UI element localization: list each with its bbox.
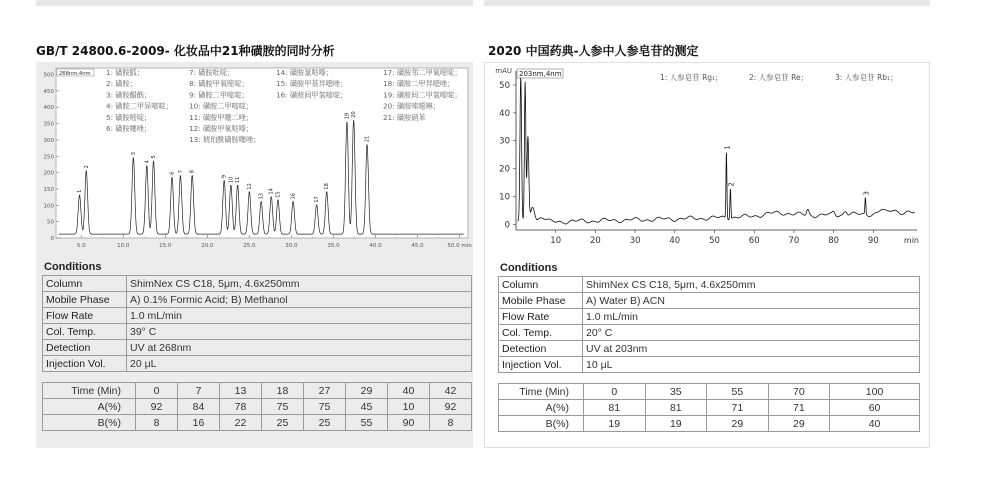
- gradient-header: Time (Min): [499, 384, 584, 400]
- x-tick-label: 35.0: [327, 243, 340, 249]
- gradient-cell: 19: [584, 416, 646, 432]
- gradient-cell: 40: [830, 416, 920, 432]
- peak-label: 11: [235, 176, 242, 184]
- y-tick-label: 0: [50, 236, 54, 242]
- legend-entry: 18: 磺胺二甲异噁唑；: [383, 79, 455, 89]
- gradient-header: A(%): [499, 400, 584, 416]
- top-strip-left: [36, 0, 473, 6]
- legend-entry: 7: 磺胺吡啶；: [189, 68, 235, 77]
- peak-label: 3: [130, 152, 137, 156]
- gradient-cell: 25: [262, 415, 304, 431]
- y-tick-label: 250: [43, 154, 54, 161]
- legend-entry: 4: 磺胺二甲异嘧啶；: [106, 101, 173, 111]
- y-tick-label: 350: [43, 121, 54, 128]
- legend-entry: 17: 磺胺邻二甲氧嘧啶；: [383, 68, 462, 77]
- gradient-cell: 78: [220, 399, 262, 415]
- condition-value: UV at 268nm: [127, 340, 472, 356]
- gradient-cell: 27: [304, 383, 346, 399]
- condition-value: 1.0 mL/min: [127, 308, 472, 324]
- y-tick-label: 20: [499, 164, 510, 175]
- x-tick-label: 10: [550, 236, 562, 246]
- x-tick-label: 40.0: [369, 243, 382, 249]
- legend-entry: 13: 琥珀酰磺胺噻唑；: [189, 135, 261, 145]
- x-tick-label: 20.0: [201, 243, 214, 249]
- gradient-cell: 42: [430, 383, 472, 399]
- gradient-cell: 100: [830, 384, 920, 400]
- gradient-cell: 18: [262, 383, 304, 399]
- legend-entry: 6: 磺胺噻唑；: [106, 124, 152, 133]
- condition-row: [43, 324, 472, 340]
- condition-key: Injection Vol.: [499, 357, 583, 373]
- gradient-header: A(%): [43, 399, 136, 415]
- y-tick-label: 500: [43, 72, 54, 79]
- gradient-cell: 0: [136, 383, 178, 399]
- condition-row: [43, 276, 472, 292]
- right-chart: [485, 63, 929, 253]
- legend-entry: 3: 人参皂苷 Rb₁；: [835, 73, 898, 82]
- legend-entry: 2: 人参皂苷 Re；: [749, 73, 809, 82]
- y-tick-label: 50: [499, 80, 510, 91]
- peak-label: 17: [314, 196, 321, 203]
- gradient-cell: 10: [388, 399, 430, 415]
- peak-label: 16: [290, 193, 297, 200]
- condition-key: Col. Temp.: [43, 324, 127, 340]
- condition-value: ShimNex CS C18, 5μm, 4.6x250mm: [127, 276, 472, 292]
- peak-label: 1: [723, 145, 732, 150]
- gradient-cell: 92: [430, 399, 472, 415]
- condition-key: Flow Rate: [499, 309, 583, 325]
- condition-key: Flow Rate: [43, 308, 127, 324]
- peak-label: 8: [189, 170, 196, 174]
- right-panel: [484, 62, 930, 448]
- condition-key: Mobile Phase: [499, 293, 583, 309]
- peak-label: 2: [83, 165, 90, 169]
- gradient-row-time: [43, 383, 472, 399]
- gradient-cell: 35: [645, 384, 707, 400]
- left-conditions-table: [42, 275, 472, 372]
- legend-entry: 20: 磺胺喹噁啉；: [383, 101, 440, 111]
- left-title: GB/T 24800.6-2009- 化妆品中21种磺胺的同时分析: [36, 44, 335, 58]
- legend-entry: 11: 磺胺甲噻二唑；: [189, 112, 254, 122]
- y-tick-label: 10: [499, 192, 510, 203]
- y-tick-label: 40: [499, 108, 510, 119]
- peak-label: 21: [364, 135, 371, 143]
- x-unit-label: min: [903, 236, 919, 245]
- condition-value: ShimNex CS C18, 5μm, 4.6x250mm: [583, 277, 920, 293]
- x-tick-label: 70: [788, 236, 800, 246]
- legend-entry: 12: 磺胺甲氧哒嗪；: [189, 124, 254, 133]
- condition-row: [43, 340, 472, 356]
- condition-value: 1.0 mL/min: [583, 309, 920, 325]
- right-chromatogram: [485, 63, 929, 253]
- x-tick-label: 10.0: [117, 243, 130, 249]
- peak-label: 10: [228, 176, 235, 184]
- peak-label: 14: [268, 188, 275, 195]
- y-unit-label: mAU: [495, 67, 512, 75]
- legend-entry: 2: 磺胺；: [106, 79, 137, 89]
- top-strip-right: [484, 0, 930, 6]
- gradient-row-a: [43, 399, 472, 415]
- peak-label: 12: [246, 183, 253, 190]
- gradient-cell: 60: [830, 400, 920, 416]
- gradient-cell: 45: [346, 399, 388, 415]
- left-chromatogram: [36, 62, 473, 252]
- right-title: 2020 中国药典-人参中人参皂苷的测定: [488, 44, 699, 58]
- gradient-cell: 29: [768, 416, 830, 432]
- gradient-header: Time (Min): [43, 383, 136, 399]
- legend-entry: 1: 人参皂苷 Rg₁；: [660, 73, 723, 82]
- condition-value: 20 μL: [127, 356, 472, 372]
- gradient-row-b: [499, 416, 920, 432]
- condition-value: 39° C: [127, 324, 472, 340]
- peak-label: 1: [77, 189, 84, 193]
- left-panel: [36, 62, 473, 448]
- peak-label: 2: [727, 182, 736, 187]
- gradient-header: B(%): [43, 415, 136, 431]
- peak-label: 9: [221, 174, 228, 179]
- condition-row: [499, 357, 920, 373]
- peak-label: 19: [344, 112, 351, 120]
- y-tick-label: 50: [47, 219, 54, 226]
- legend-entry: 3: 磺胺醋酰；: [106, 90, 152, 100]
- gradient-cell: 75: [304, 399, 346, 415]
- y-tick-label: 150: [43, 186, 54, 193]
- condition-row: [43, 292, 472, 308]
- condition-row: [43, 308, 472, 324]
- peak-label: 7: [177, 170, 184, 174]
- x-tick-label: 20: [589, 236, 601, 246]
- peak-label: 20: [351, 111, 358, 118]
- condition-row: [43, 356, 472, 372]
- condition-row: [499, 293, 920, 309]
- gradient-cell: 19: [645, 416, 707, 432]
- x-tick-label: 5.0: [76, 243, 86, 249]
- gradient-row-a: [499, 400, 920, 416]
- condition-key: Detection: [43, 340, 127, 356]
- gradient-cell: 55: [707, 384, 769, 400]
- gradient-cell: 16: [178, 415, 220, 431]
- left-chart: [36, 62, 473, 252]
- x-tick-label: 90: [867, 236, 879, 246]
- legend-entry: 9: 磺胺二甲嘧啶；: [189, 90, 249, 100]
- condition-key: Mobile Phase: [43, 292, 127, 308]
- legend-entry: 15: 磺胺甲基异噁唑；: [276, 79, 348, 89]
- gradient-cell: 70: [768, 384, 830, 400]
- peak-label: 3: [862, 191, 871, 196]
- gradient-cell: 81: [584, 400, 646, 416]
- y-tick-label: 0: [504, 220, 510, 231]
- left-conditions-title: Conditions: [44, 261, 102, 273]
- condition-value: A) 0.1% Formic Acid; B) Methanol: [127, 292, 472, 308]
- y-tick-label: 200: [43, 170, 54, 177]
- condition-value: 20° C: [583, 325, 920, 341]
- y-tick-label: 300: [43, 137, 54, 144]
- legend-entry: 14: 磺胺氯哒嗪；: [276, 68, 333, 77]
- y-tick-label: 400: [43, 105, 54, 112]
- right-conditions-title: Conditions: [500, 262, 558, 274]
- legend-entry: 10: 磺胺二甲嘧啶；: [189, 101, 254, 111]
- gradient-cell: 7: [178, 383, 220, 399]
- y-tick-label: 30: [499, 136, 510, 147]
- condition-row: [499, 309, 920, 325]
- gradient-cell: 29: [707, 416, 769, 432]
- legend-entry: 19: 磺胺间二甲氧嘧啶；: [383, 90, 462, 100]
- gradient-cell: 0: [584, 384, 646, 400]
- peak-label: 5: [151, 155, 158, 159]
- condition-value: UV at 203nm: [583, 341, 920, 357]
- peak-label: 13: [258, 193, 265, 200]
- condition-row: [499, 277, 920, 293]
- y-tick-label: 100: [43, 203, 54, 210]
- x-tick-label: 60: [748, 236, 760, 246]
- gradient-cell: 90: [388, 415, 430, 431]
- gradient-cell: 29: [346, 383, 388, 399]
- gradient-cell: 71: [707, 400, 769, 416]
- peak-label: 6: [169, 171, 176, 175]
- x-tick-label: 80: [828, 236, 840, 246]
- gradient-row-b: [43, 415, 472, 431]
- peak-label: 4: [144, 160, 151, 164]
- detector-label: 268nm,4nm: [59, 70, 91, 77]
- condition-key: Injection Vol.: [43, 356, 127, 372]
- gradient-cell: 40: [388, 383, 430, 399]
- gradient-cell: 84: [178, 399, 220, 415]
- legend-entry: 8: 磺胺甲氧嘧啶；: [189, 79, 249, 89]
- legend-entry: 1: 磺胺胍；: [106, 68, 145, 77]
- right-gradient-table: [498, 383, 920, 432]
- y-tick-label: 450: [43, 88, 54, 95]
- x-tick-label: 15.0: [159, 243, 172, 249]
- peak-label: 18: [324, 183, 331, 190]
- gradient-cell: 55: [346, 415, 388, 431]
- gradient-cell: 8: [430, 415, 472, 431]
- condition-key: Col. Temp.: [499, 325, 583, 341]
- gradient-cell: 8: [136, 415, 178, 431]
- gradient-cell: 71: [768, 400, 830, 416]
- condition-value: A) Water B) ACN: [583, 293, 920, 309]
- x-tick-label: 50.0 min: [447, 243, 472, 249]
- condition-row: [499, 341, 920, 357]
- condition-value: 10 μL: [583, 357, 920, 373]
- x-tick-label: 50: [709, 236, 720, 246]
- x-tick-label: 40: [669, 236, 681, 246]
- detector-label: 203nm,4nm: [519, 70, 562, 78]
- gradient-cell: 81: [645, 400, 707, 416]
- x-tick-label: 25.0: [243, 243, 256, 249]
- gradient-cell: 92: [136, 399, 178, 415]
- legend-entry: 5: 磺胺嘧啶；: [106, 112, 152, 122]
- gradient-row-time: [499, 384, 920, 400]
- left-gradient-table: [42, 382, 472, 431]
- x-tick-label: 30: [629, 236, 641, 246]
- legend-entry: 21: 磺胺硝苯: [383, 112, 426, 122]
- x-tick-label: 30.0: [285, 243, 298, 249]
- legend-entry: 16: 磺胺间甲氧嘧啶；: [276, 90, 348, 100]
- condition-key: Column: [43, 276, 127, 292]
- gradient-cell: 22: [220, 415, 262, 431]
- condition-key: Detection: [499, 341, 583, 357]
- right-conditions-table: [498, 276, 920, 373]
- x-tick-label: 45.0: [411, 243, 424, 249]
- gradient-header: B(%): [499, 416, 584, 432]
- peak-label: 15: [275, 191, 282, 198]
- gradient-cell: 25: [304, 415, 346, 431]
- condition-row: [499, 325, 920, 341]
- chromatogram-trace: [518, 78, 915, 224]
- gradient-cell: 13: [220, 383, 262, 399]
- gradient-cell: 75: [262, 399, 304, 415]
- condition-key: Column: [499, 277, 583, 293]
